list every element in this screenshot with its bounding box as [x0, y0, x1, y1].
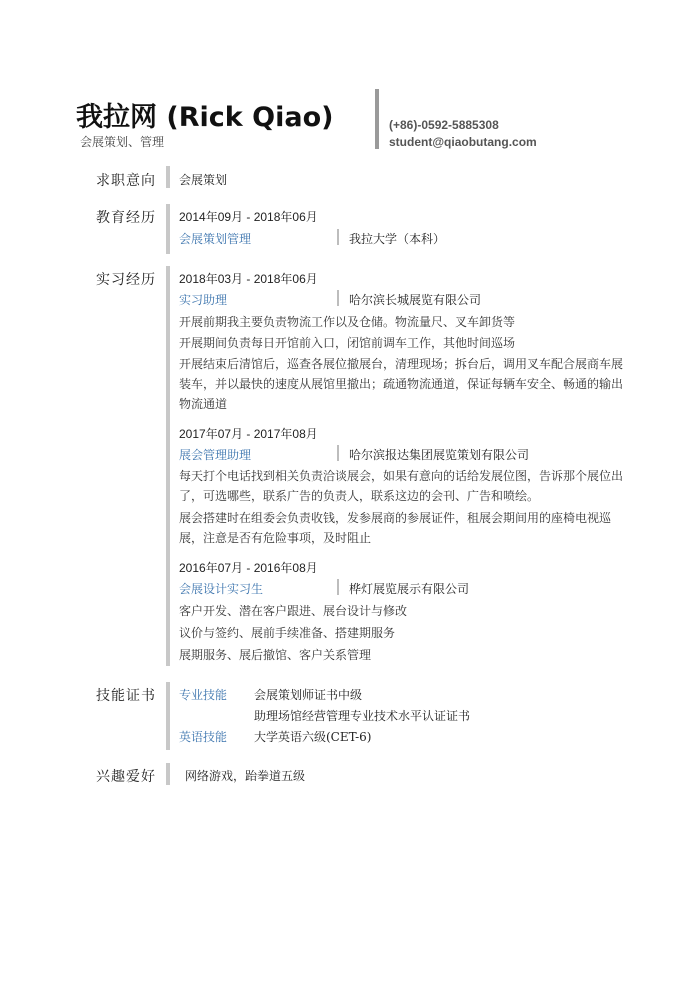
section-bar-internship — [166, 266, 170, 666]
internship-org: 桦灯展览展示有限公司 — [349, 582, 470, 596]
skill-label-language: 英语技能 — [179, 730, 228, 744]
education-divider — [337, 229, 339, 245]
section-bar-skills — [166, 682, 170, 750]
internship-role: 展会管理助理 — [179, 448, 252, 462]
internship-desc: 展会搭建时在组委会负责收钱，发参展商的参展证件，租展会期间用的座椅电视巡展，注意是否有危险事项，及时阻止 — [179, 511, 612, 545]
education-major: 会展策划管理 — [179, 232, 252, 246]
certificate: 大学英语六级(CET-6) — [254, 730, 372, 744]
internship-desc: 开展结束后清馆后，巡查各展位撤展台，清理现场；拆台后，调用叉车配合展商车展装车，并以最快的速度从展馆里撤出；疏通物流通道，保证每辆车安全、畅通的输出物流通道 — [179, 357, 624, 411]
internship-desc: 议价与签约、展前手续准备、搭建期服务 — [179, 626, 396, 640]
internship-role: 会展设计实习生 — [179, 582, 264, 596]
internship-org: 哈尔滨长城展览有限公司 — [349, 293, 482, 307]
internship-desc: 每天打个电话找到相关负责洽谈展会，如果有意向的话给发展位图，告诉那个展位出了，可选哪些，联系广告的负责人，联系这边的会刊、广告和喷绘。 — [179, 469, 624, 503]
resume-name: 我拉网 (Rick Qiao) — [76, 102, 334, 133]
internship-date: 2016年07月 - 2016年08月 — [179, 561, 318, 575]
internship-org: 哈尔滨报达集团展览策划有限公司 — [349, 448, 530, 462]
internship-desc: 客户开发、潜在客户跟进、展台设计与修改 — [179, 604, 408, 618]
internship-role: 实习助理 — [179, 293, 228, 307]
internship-divider — [337, 290, 339, 306]
internship-date: 2017年07月 - 2017年08月 — [179, 427, 318, 441]
header-divider — [375, 89, 379, 149]
email-address: student@qiaobutang.com — [389, 135, 537, 149]
resume-subtitle: 会展策划、管理 — [80, 135, 165, 149]
phone-number: (+86)-0592-5885308 — [389, 118, 499, 132]
objective-value: 会展策划 — [179, 173, 228, 187]
internship-date: 2018年03月 - 2018年06月 — [179, 272, 318, 286]
section-title-education: 教育经历 — [96, 210, 156, 226]
internship-divider — [337, 579, 339, 595]
internship-desc: 开展前期我主要负责物流工作以及仓储。物流量尺、叉车卸货等 — [179, 315, 516, 329]
skill-label-professional: 专业技能 — [179, 688, 228, 702]
section-title-internship: 实习经历 — [96, 272, 156, 288]
section-bar-hobbies — [166, 763, 170, 785]
hobbies-value: 网络游戏，跆拳道五级 — [185, 769, 306, 783]
certificate: 会展策划师证书中级 — [254, 688, 363, 702]
certificate: 助理场馆经营管理专业技术水平认证证书 — [254, 709, 471, 723]
section-bar-education — [166, 204, 170, 254]
education-date: 2014年09月 - 2018年06月 — [179, 210, 318, 224]
section-bar-objective — [166, 166, 170, 188]
education-school: 我拉大学（本科） — [349, 232, 446, 246]
section-title-hobbies: 兴趣爱好 — [96, 769, 156, 785]
internship-desc: 展期服务、展后撤馆、客户关系管理 — [179, 648, 372, 662]
section-title-skills: 技能证书 — [96, 688, 156, 704]
internship-desc: 开展期间负责每日开馆前入口，闭馆前调车工作，其他时间巡场 — [179, 336, 516, 350]
internship-divider — [337, 445, 339, 461]
section-title-objective: 求职意向 — [96, 173, 156, 189]
